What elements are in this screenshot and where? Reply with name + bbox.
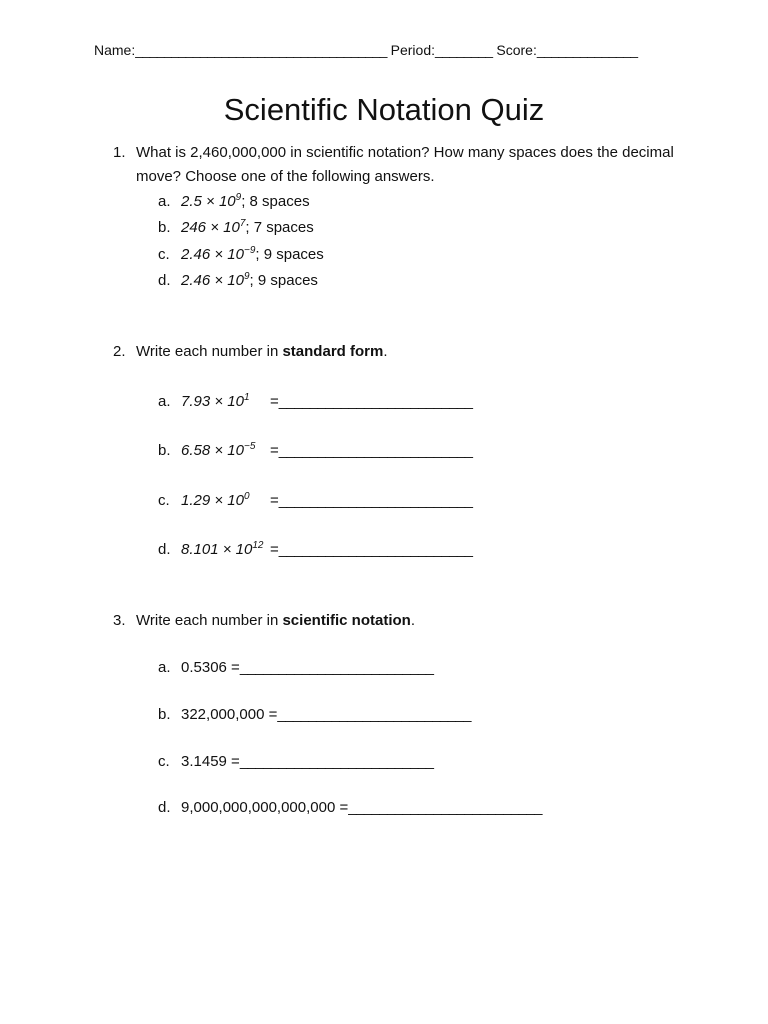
item-value: 3.1459 = [181,753,240,770]
equals-sign: = [270,541,279,558]
name-label: Name: [94,42,136,58]
item-coef: 6.58 × 10 [181,442,244,459]
option-exp: 7 [239,218,246,229]
option-letter: d. [158,272,171,289]
equals-sign: = [270,393,279,410]
item-letter: b. [158,706,171,723]
item-letter: c. [158,753,170,770]
period-label: Period: [390,42,435,58]
q1-option-c [158,246,324,263]
item-value: 0.5306 = [181,659,240,676]
option-exp: −9 [243,245,256,256]
item-letter: a. [158,659,171,676]
option-coef: 2.46 × 10 [181,246,244,263]
answer-blank[interactable]: _________________________ [278,492,473,509]
q2-answer-a[interactable] [270,393,472,410]
q1-option-b [158,219,314,236]
equals-sign: = [270,442,279,459]
q3-item-a [158,659,433,676]
q3-item-b [158,706,471,723]
q2-text-pre: Write each number in [136,343,283,360]
q2-text [136,343,388,360]
page-title: Scientific Notation Quiz [223,92,545,127]
period-blank: ________ [435,42,493,58]
q3-item-c [158,753,433,770]
q2-item-b [158,442,255,459]
q1-number: 1. [113,144,126,161]
q3-text-pre: Write each number in [136,612,283,629]
q1-option-a [158,193,310,210]
item-exp: −5 [243,441,256,452]
option-letter: b. [158,219,171,236]
item-letter: c. [158,492,170,509]
option-rest: ; 9 spaces [249,272,318,289]
q2-answer-c[interactable] [270,492,472,509]
item-coef: 7.93 × 10 [181,393,244,410]
item-value: 322,000,000 = [181,706,278,723]
answer-blank[interactable]: _________________________ [278,541,473,558]
q3-item-d [158,799,542,816]
q1-text: What is 2,460,000,000 in scientific notation? How many spaces does the decimal move? Choose one of the following answers. [136,144,674,185]
answer-blank[interactable]: _________________________ [277,706,471,723]
q3-number: 3. [113,612,126,629]
option-letter: a. [158,193,171,210]
name-blank: ___________________________________ [135,42,387,58]
option-exp: 9 [235,192,242,203]
q1-option-d [158,272,318,289]
q2-answer-b[interactable] [270,442,472,459]
item-letter: d. [158,541,171,558]
q2-item-d [158,541,263,558]
q3-text-post: . [410,612,415,629]
option-letter: c. [158,246,170,263]
option-coef: 246 × 10 [181,219,240,236]
item-coef: 8.101 × 10 [181,541,253,558]
q3-text [136,612,415,629]
equals-sign: = [270,492,279,509]
option-exp: 9 [243,271,250,282]
item-exp: 12 [252,540,264,551]
q2-item-c [158,492,250,509]
header-line [94,42,637,58]
option-coef: 2.46 × 10 [181,272,244,289]
item-letter: b. [158,442,171,459]
q2-text-bold: standard form [282,343,384,360]
score-blank: ______________ [536,42,638,58]
score-label: Score: [496,42,537,58]
option-rest: ; 9 spaces [255,246,324,263]
answer-blank[interactable]: _________________________ [278,393,473,410]
item-value: 9,000,000,000,000,000 = [181,799,349,816]
item-letter: d. [158,799,171,816]
item-coef: 1.29 × 10 [181,492,244,509]
q3-text-bold: scientific notation [282,612,411,629]
item-letter: a. [158,393,171,410]
q2-item-a [158,393,250,410]
item-exp: 1 [243,392,250,403]
option-coef: 2.5 × 10 [181,193,236,210]
option-rest: ; 8 spaces [241,193,310,210]
option-rest: ; 7 spaces [245,219,314,236]
item-exp: 0 [243,491,250,502]
q2-answer-d[interactable] [270,541,472,558]
answer-blank[interactable]: _________________________ [239,753,434,770]
answer-blank[interactable]: _________________________ [239,659,434,676]
q2-number: 2. [113,343,126,360]
answer-blank[interactable]: _________________________ [348,799,542,816]
q2-text-post: . [383,343,388,360]
answer-blank[interactable]: _________________________ [278,442,473,459]
